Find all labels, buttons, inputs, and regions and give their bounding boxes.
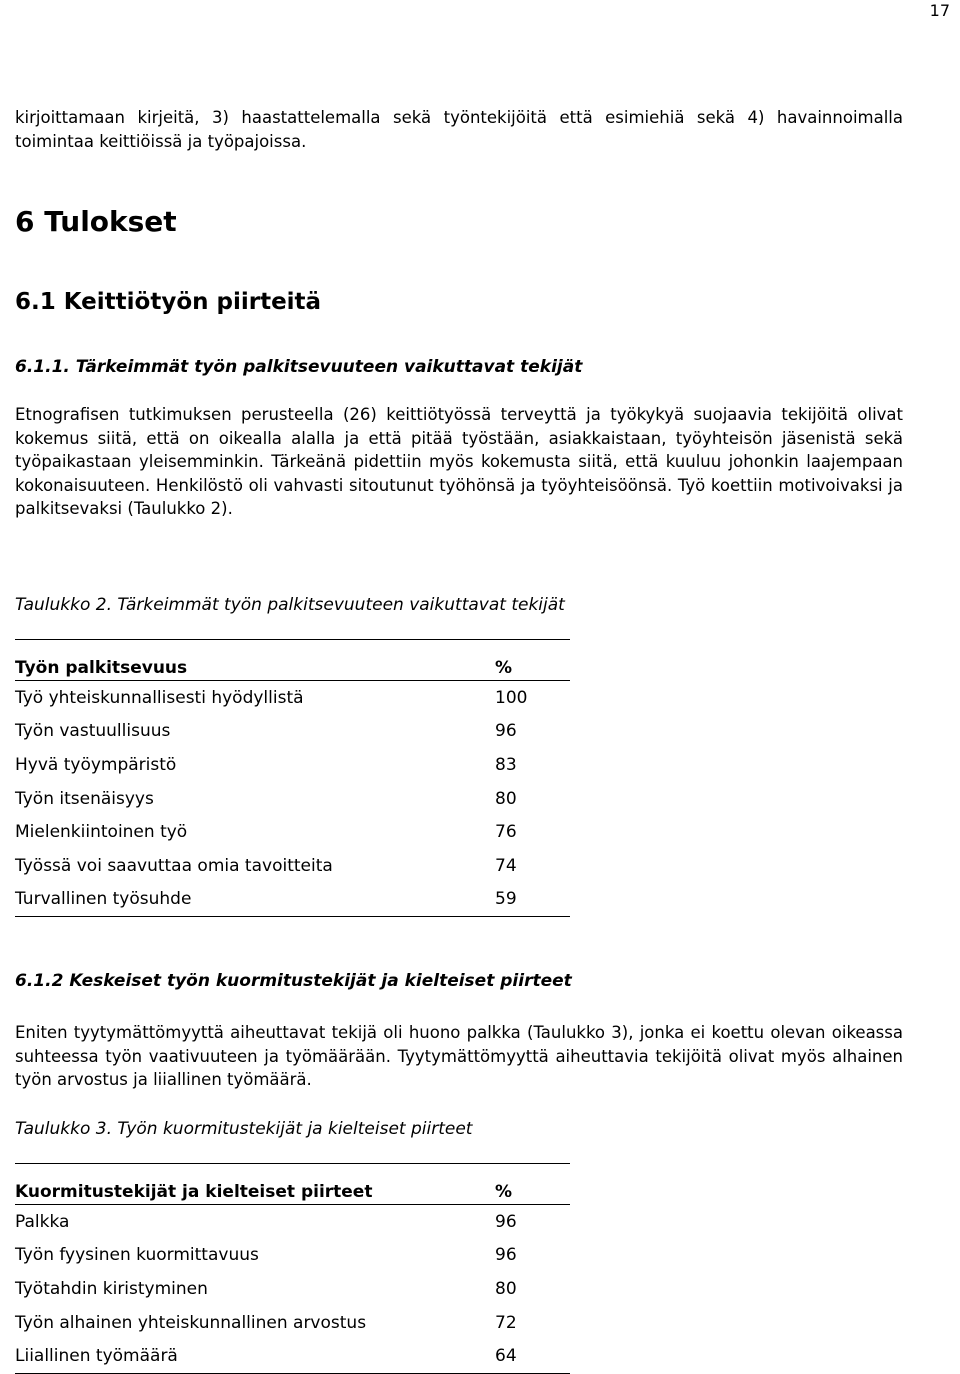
table-row xyxy=(15,1272,570,1306)
table-cell: 74 xyxy=(495,855,517,876)
table-3-caption: Taulukko 3. Työn kuormitustekijät ja kielteiset piirteet xyxy=(15,1119,473,1139)
table-cell: 64 xyxy=(495,1339,570,1373)
table-row xyxy=(15,1339,570,1373)
table-cell: 96 xyxy=(495,1245,517,1266)
table-row xyxy=(15,1239,570,1273)
table-row xyxy=(15,1306,570,1340)
table-row xyxy=(15,748,570,782)
table-cell: 80 xyxy=(495,1278,517,1299)
table-row xyxy=(15,883,570,917)
table-cell: Työtahdin kiristyminen xyxy=(15,1278,208,1299)
heading-612: 6.1.2 Keskeiset työn kuormitustekijät ja kielteiset piirteet xyxy=(15,971,572,991)
table-header-cell: % xyxy=(495,642,570,681)
table-header-cell: % xyxy=(495,1166,570,1205)
heading-kitchen-work: 6.1 Keittiötyön piirteitä xyxy=(15,289,322,315)
table-header-row xyxy=(15,642,570,681)
table-2 xyxy=(15,642,570,917)
paragraph-612: Eniten tyytymättömyyttä aiheuttavat tekijä oli huono palkka (Taulukko 3), jonka ei koettu olevan oikeassa suhteessa työn vaativuuteen ja työmäärään. Tyytymättömyyttä aiheuttavia tekijöitä olivat myös alhainen työn arvostus ja liiallinen työmäärä. xyxy=(15,1023,903,1089)
table-cell: 96 xyxy=(495,1211,517,1232)
table-3 xyxy=(15,1166,570,1374)
heading-results: 6 Tulokset xyxy=(15,205,177,238)
table-cell: 96 xyxy=(495,721,517,742)
table-cell: Mielenkiintoinen työ xyxy=(15,822,188,843)
table-3-top-rule xyxy=(15,1163,570,1164)
page-number: 17 xyxy=(929,1,950,20)
table-cell: 76 xyxy=(495,822,517,843)
table-cell: Hyvä työympäristö xyxy=(15,754,177,775)
table-row xyxy=(15,815,570,849)
intro-paragraph: kirjoittamaan kirjeitä, 3) haastattelemalla sekä työntekijöitä että esimiehiä sekä 4) havainnoimalla toimintaa keittiöissä ja työpajoissa. xyxy=(15,108,903,151)
table-cell: Työn itsenäisyys xyxy=(15,788,154,809)
table-cell: Työn vastuullisuus xyxy=(15,721,171,742)
table-row xyxy=(15,1205,570,1239)
table-cell: 100 xyxy=(495,687,528,708)
table-row xyxy=(15,715,570,749)
table-cell: Työssä voi saavuttaa omia tavoitteita xyxy=(15,855,333,876)
table-cell: Turvallinen työsuhde xyxy=(15,883,495,917)
table-cell: 80 xyxy=(495,788,517,809)
table-cell: 72 xyxy=(495,1312,517,1333)
table-row xyxy=(15,782,570,816)
table-cell: Työn fyysinen kuormittavuus xyxy=(15,1245,259,1266)
table-row xyxy=(15,849,570,883)
table-cell: Työn alhainen yhteiskunnallinen arvostus xyxy=(15,1312,367,1333)
table-2-top-rule xyxy=(15,639,570,640)
table-cell: Palkka xyxy=(15,1211,70,1232)
table-cell: Liiallinen työmäärä xyxy=(15,1339,495,1373)
table-header-cell: Kuormitustekijät ja kielteiset piirteet xyxy=(15,1166,495,1205)
table-row xyxy=(15,681,570,715)
heading-611: 6.1.1. Tärkeimmät työn palkitsevuuteen vaikuttavat tekijät xyxy=(15,357,583,377)
table-2-caption: Taulukko 2. Tärkeimmät työn palkitsevuuteen vaikuttavat tekijät xyxy=(15,595,565,615)
paragraph-611: Etnografisen tutkimuksen perusteella (26) keittiötyössä terveyttä ja työkykyä suojaavia tekijöitä olivat kokemus siitä, että on oikealla alalla ja että pitää työstään, asiakkaistaan, työyhteisön jäsenistä sekä työpaikastaan yleisemminkin. Tärkeänä pidettiin myös kokemusta siitä, että kuuluu johonkin laajempaan kokonaisuuteen. Henkilöstö oli vahvasti sitoutunut työhönsä ja työyhteisöönsä. Työ koettiin motivoivaksi ja palkitsevaksi (Taulukko 2). xyxy=(15,405,903,518)
table-cell: 83 xyxy=(495,754,517,775)
table-cell: Työ yhteiskunnallisesti hyödyllistä xyxy=(15,687,304,708)
table-header-cell: Työn palkitsevuus xyxy=(15,642,495,681)
table-cell: 59 xyxy=(495,883,570,917)
table-header-row xyxy=(15,1166,570,1205)
